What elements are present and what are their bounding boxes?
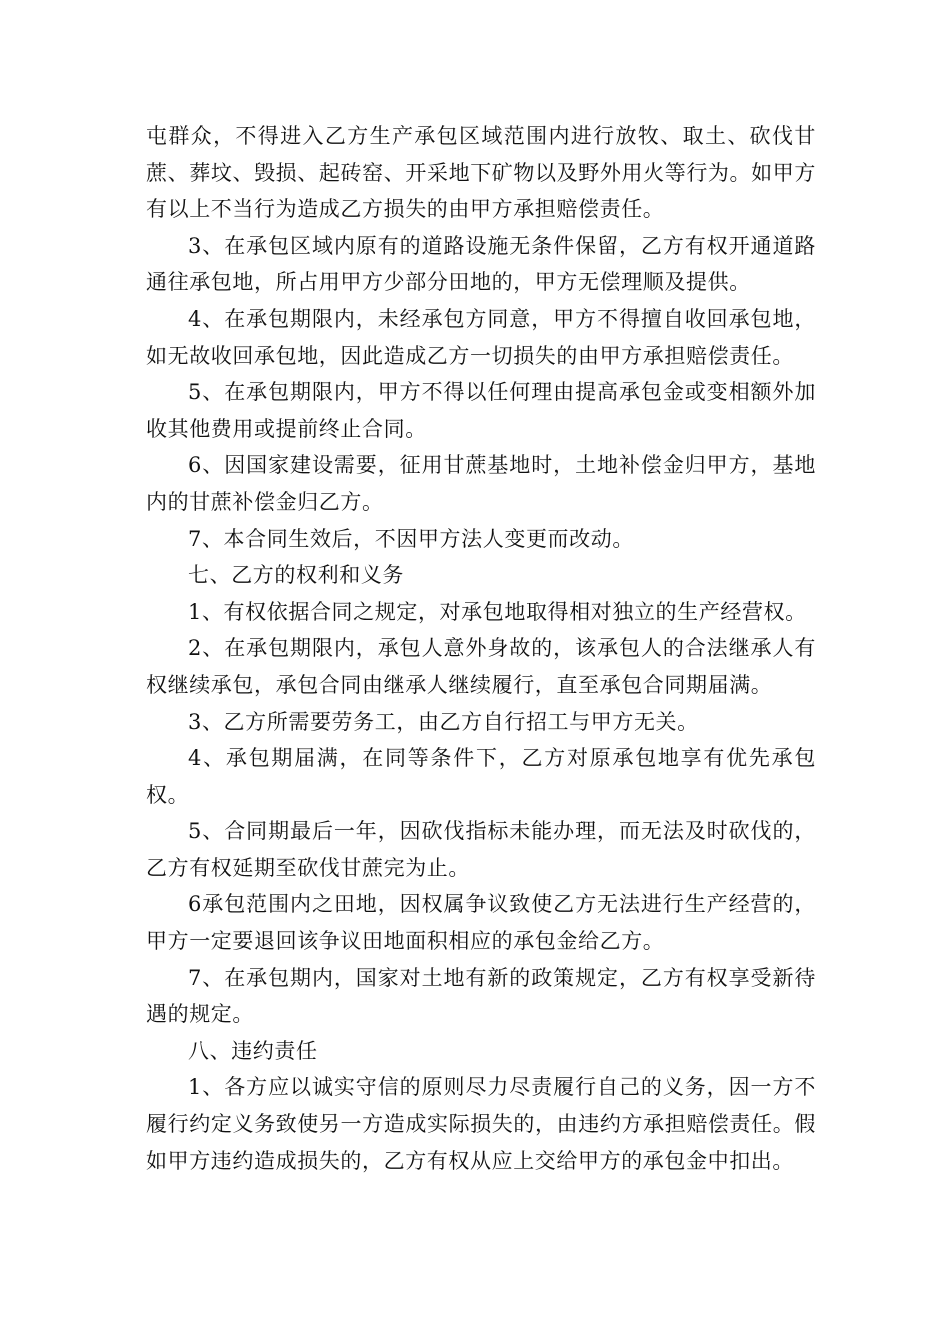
paragraph-item-7-legal-person-change: 7、本合同生效后，不因甲方法人变更而改动。 — [188, 526, 634, 551]
paragraph-b-item-2: 2、在承包期限内，承包人意外身故的，该承包人的合法继承人有权继续承包，承包合同由继承人继续履行，直至承包合同期届满。 — [146, 636, 816, 697]
section-heading-breach-liability: 八、违约责任 — [188, 1038, 318, 1063]
paragraph-item-4-no-recall: 4、在承包期限内，未经承包方同意，甲方不得擅自收回承包地，如无故收回承包地，因此造成乙方一切损失的由甲方承担赔偿责任。 — [146, 306, 816, 368]
paragraph-breach-item-1: 1、各方应以诚实守信的原则尽力尽责履行自己的义务，因一方不履行约定义务致使另一方造成实际损失的，由违约方承担赔偿责任。假如甲方违约造成损失的，乙方有权从应上交给甲方的承包金中扣出。 — [146, 1075, 816, 1173]
document-body — [146, 118, 816, 1179]
paragraph-b-item-4: 4、承包期届满，在同等条件下，乙方对原承包地享有优先承包权。 — [146, 746, 816, 807]
paragraph-item-5-no-extra-fees: 5、在承包期限内，甲方不得以任何理由提高承包金或变相额外加收其他费用或提前终止合同。 — [146, 380, 816, 441]
paragraph-b-item-5: 5、合同期最后一年，因砍伐指标未能办理，而无法及时砍伐的，乙方有权延期至砍伐甘蔗完为止。 — [146, 819, 816, 880]
paragraph-item-3-road-rights: 3、在承包区域内原有的道路设施无条件保留，乙方有权开通道路通往承包地，所占用甲方少部分田地的，甲方无偿理顺及提供。 — [146, 233, 816, 295]
section-heading-party-b-rights: 七、乙方的权利和义务 — [188, 563, 404, 588]
paragraph-b-item-3: 3、乙方所需要劳务工，由乙方自行招工与甲方无关。 — [188, 709, 699, 734]
paragraph-item-6-compensation: 6、因国家建设需要，征用甘蔗基地时，土地补偿金归甲方，基地内的甘蔗补偿金归乙方。 — [146, 453, 816, 514]
paragraph-continuation: 屯群众，不得进入乙方生产承包区域范围内进行放牧、取土、砍伐甘蔗、葬坟、毁损、起砖窑、开采地下矿物以及野外用火等行为。如甲方有以上不当行为造成乙方损失的由甲方承担赔偿责任。 — [146, 124, 816, 222]
paragraph-b-item-6: 6承包范围内之田地，因权属争议致使乙方无法进行生产经营的，甲方一定要退回该争议田地面积相应的承包金给乙方。 — [146, 892, 816, 954]
paragraph-b-item-7: 7、在承包期内，国家对土地有新的政策规定，乙方有权享受新待遇的规定。 — [146, 965, 816, 1027]
paragraph-b-item-1: 1、有权依据合同之规定，对承包地取得相对独立的生产经营权。 — [188, 599, 807, 624]
